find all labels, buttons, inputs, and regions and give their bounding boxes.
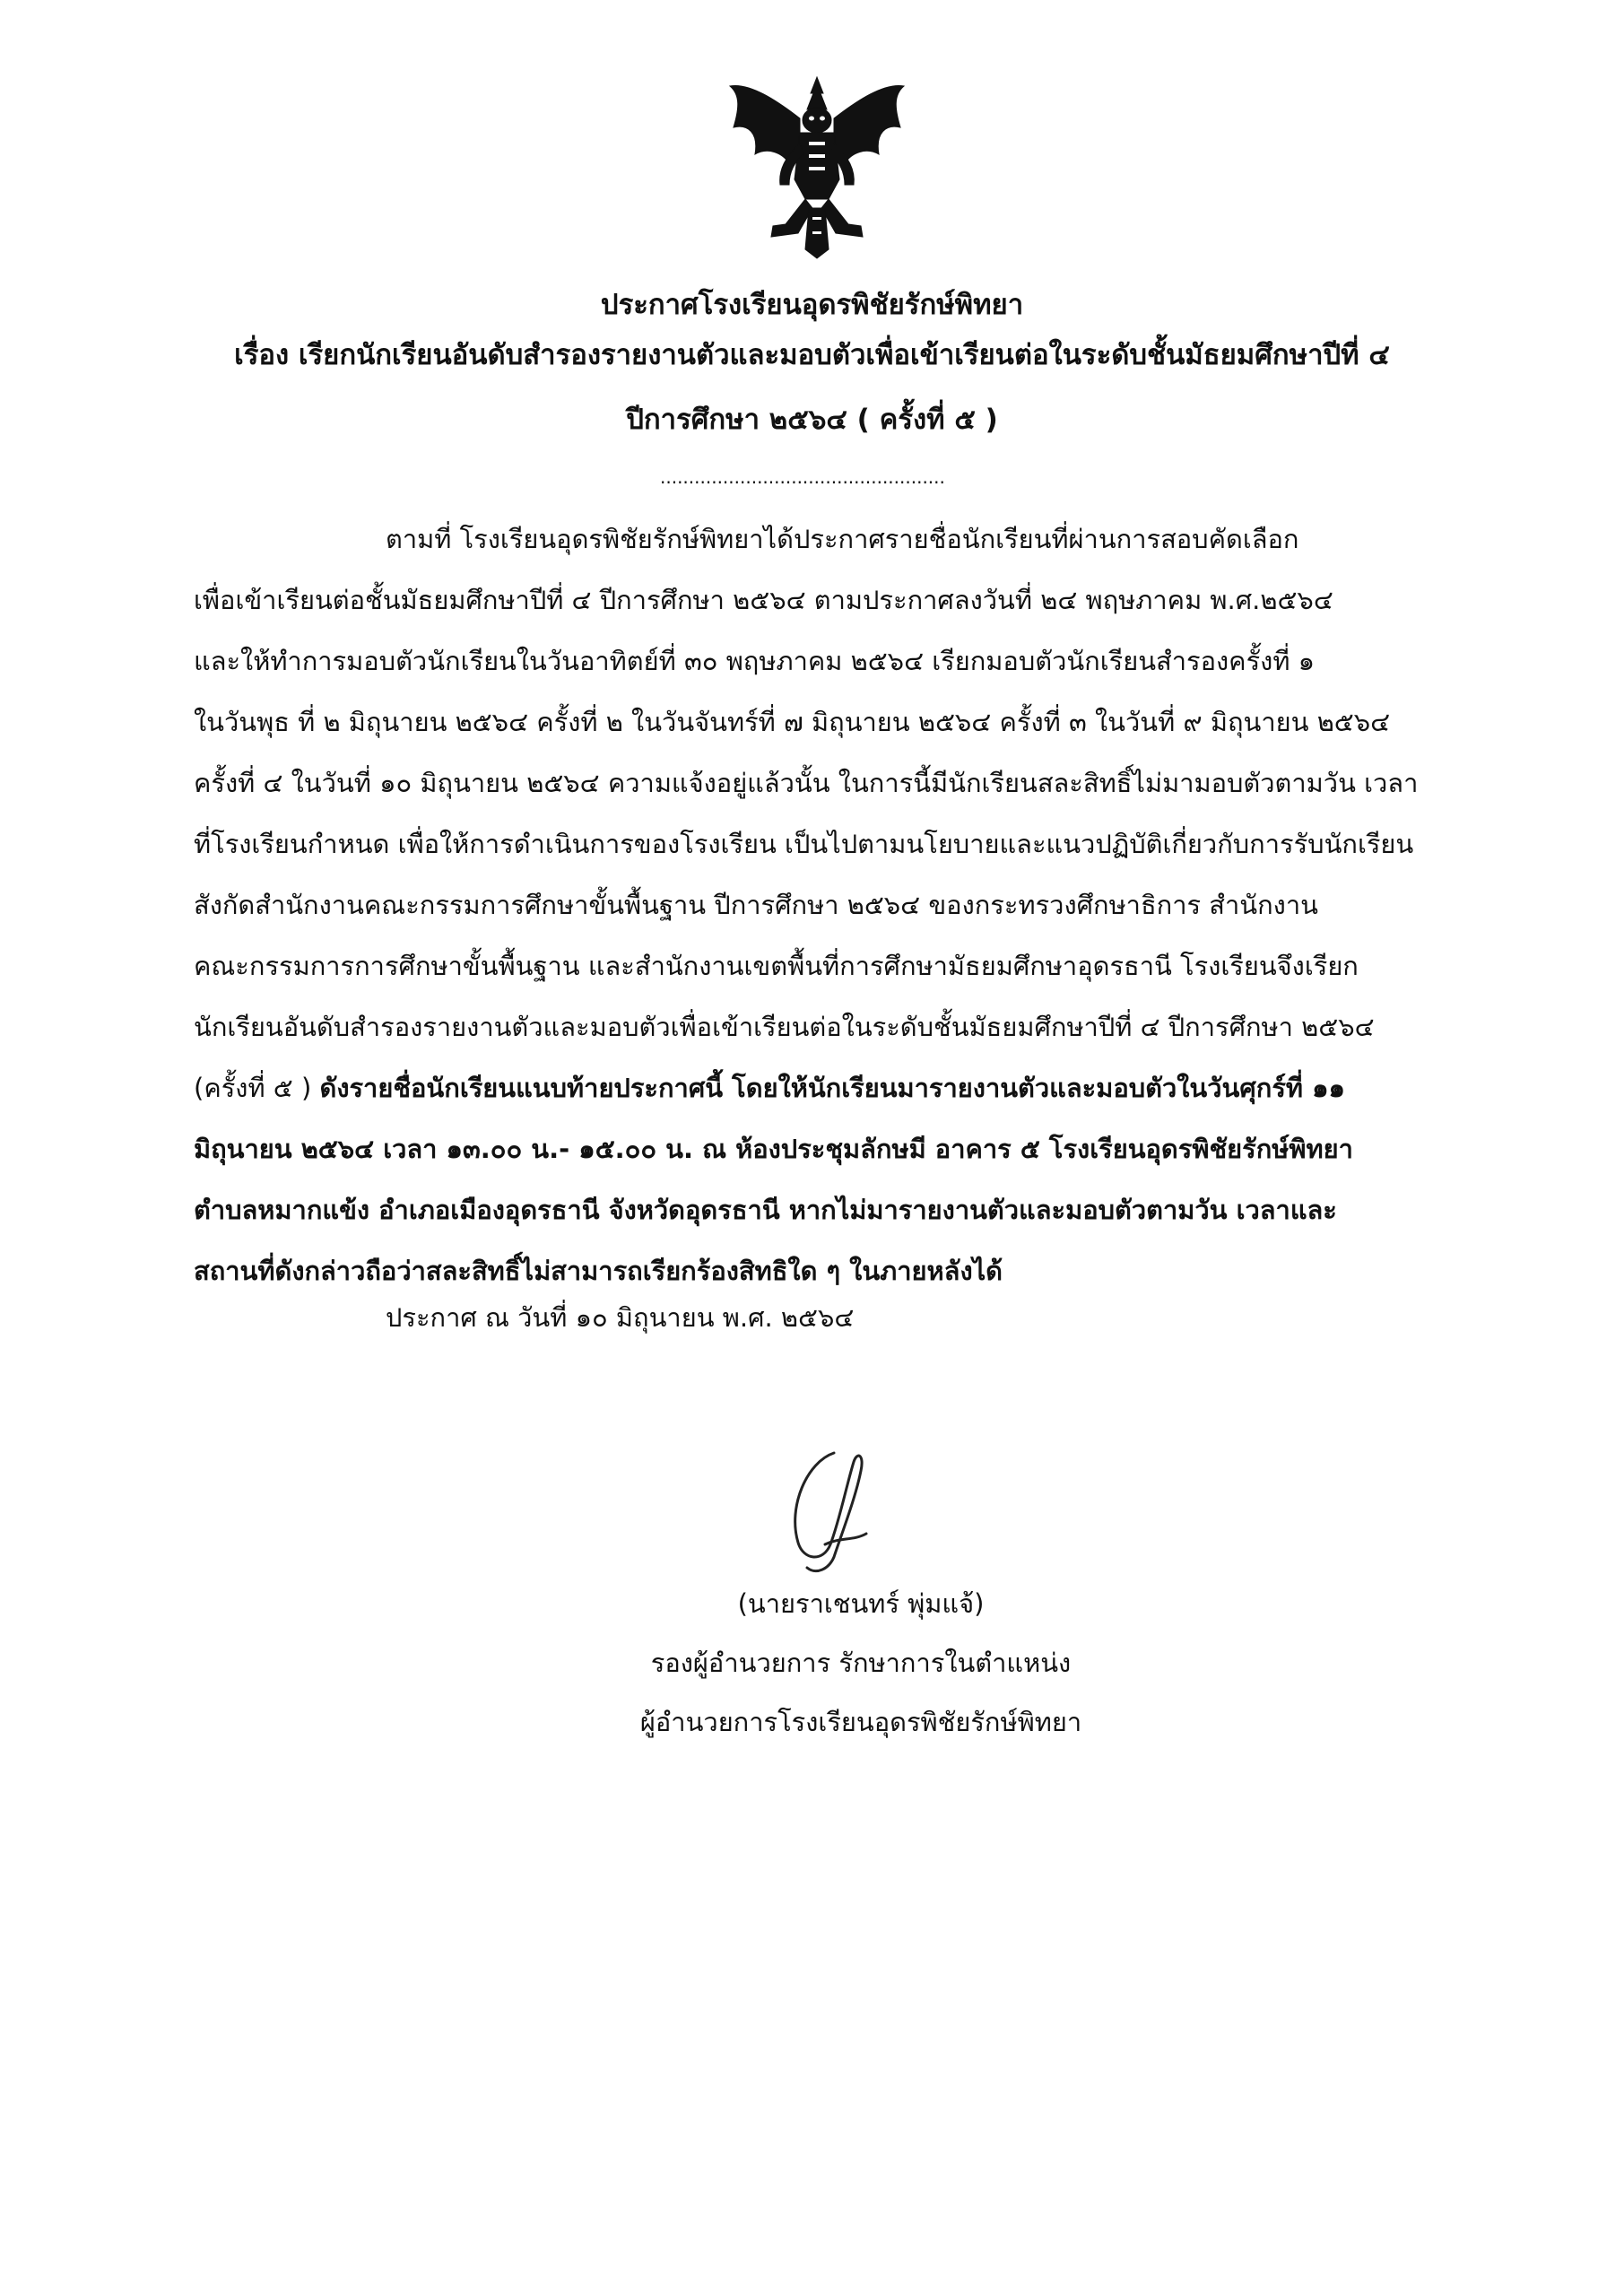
body-line: คณะกรรมการการศึกษาขั้นพื้นฐาน และสำนักงานเขตพื้นที่การศึกษามัธยมศึกษาอุดรธานี โรงเรียนจึงเรียก xyxy=(194,951,1359,981)
body-line-bold: ตำบลหมากแข้ง อำเภอเมืองอุดรธานี จังหวัดอุดรธานี หากไม่มารายงานตัวและมอบตัวตามวัน เวลาและ xyxy=(194,1195,1337,1225)
body-line-bold: สถานที่ดังกล่าวถือว่าสละสิทธิ์ไม่สามารถเรียกร้องสิทธิใด ๆ ในภายหลังได้ xyxy=(194,1256,1003,1286)
separator-line: .................................................. xyxy=(660,466,945,488)
body-line: และให้ทำการมอบตัวนักเรียนในวันอาทิตย์ที่ ๓๐ พฤษภาคม ๒๕๖๔ เรียกมอบตัวนักเรียนสำรองครั้งที่ ๑ xyxy=(194,646,1316,676)
announcement-title: ประกาศโรงเรียนอุดรพิชัยรักษ์พิทยา xyxy=(600,289,1024,321)
signatory-role: ผู้อำนวยการโรงเรียนอุดรพิชัยรักษ์พิทยา xyxy=(639,1707,1082,1737)
body-line-bold: มิถุนายน ๒๕๖๔ เวลา ๑๓.๐๐ น.- ๑๕.๐๐ น. ณ ห้องประชุมลักษมี อาคาร ๕ โรงเรียนอุดรพิชัยรักษ์พิทยา xyxy=(194,1134,1353,1164)
signatory-name: (นายราเชนทร์ พุ่มแจ้) xyxy=(737,1588,985,1619)
handwritten-signature-icon xyxy=(771,1444,888,1578)
body-line: ครั้งที่ ๔ ในวันที่ ๑๐ มิถุนายน ๒๕๖๔ ความแจ้งอยู่แล้วนั้น ในการนี้มีนักเรียนสละสิทธิ์ไม่มามอบตัวตามวัน เวลา xyxy=(194,768,1419,798)
body-line: ที่โรงเรียนกำหนด เพื่อให้การดำเนินการของโรงเรียน เป็นไปตามนโยบายและแนวปฏิบัติเกี่ยวกับการรับนักเรียน xyxy=(194,829,1414,859)
body-line: เพื่อเข้าเรียนต่อชั้นมัธยมศึกษาปีที่ ๔ ปีการศึกษา ๒๕๖๔ ตามประกาศลงวันที่ ๒๔ พฤษภาคม พ.ศ.๒๕๖๔ xyxy=(194,585,1333,615)
announcement-academic-year: ปีการศึกษา ๒๕๖๔ ( ครั้งที่ ๕ ) xyxy=(626,404,998,436)
body-line: สังกัดสำนักงานคณะกรรมการศึกษาขั้นพื้นฐาน ปีการศึกษา ๒๕๖๔ ของกระทรวงศึกษาธิการ สำนักงาน xyxy=(194,890,1318,920)
announcement-subject: เรื่อง เรียกนักเรียนอันดับสำรองรายงานตัวและมอบตัวเพื่อเข้าเรียนต่อในระดับชั้นมัธยมศึกษาปีที่ ๔ xyxy=(234,339,1390,371)
body-line: ในวันพุธ ที่ ๒ มิถุนายน ๒๕๖๔ ครั้งที่ ๒ ในวันจันทร์ที่ ๗ มิถุนายน ๒๕๖๔ ครั้งที่ ๓ ในวันที่ ๙ มิถุนายน ๒๕๖๔ xyxy=(194,707,1391,737)
body-text-bold: ดังรายชื่อนักเรียนแนบท้ายประกาศนี้ โดยให้นักเรียนมารายงานตัวและมอบตัวในวันศุกร์ที่ ๑๑ xyxy=(319,1073,1345,1103)
body-line-mixed xyxy=(194,1065,1438,1110)
body-line: ตามที่ โรงเรียนอุดรพิชัยรักษ์พิทยาได้ประกาศรายชื่อนักเรียนที่ผ่านการสอบคัดเลือก xyxy=(386,524,1299,554)
body-line: นักเรียนอันดับสำรองรายงานตัวและมอบตัวเพื่อเข้าเรียนต่อในระดับชั้นมัธยมศึกษาปีที่ ๔ ปีการศึกษา ๒๕๖๔ xyxy=(194,1012,1375,1042)
body-text-plain: (ครั้งที่ ๕ ) xyxy=(194,1073,320,1103)
signatory-position: รองผู้อำนวยการ รักษาการในตำแหน่ง xyxy=(650,1648,1072,1678)
announcement-date: ประกาศ ณ วันที่ ๑๐ มิถุนายน พ.ศ. ๒๕๖๔ xyxy=(386,1302,855,1333)
garuda-emblem-icon xyxy=(723,74,911,260)
